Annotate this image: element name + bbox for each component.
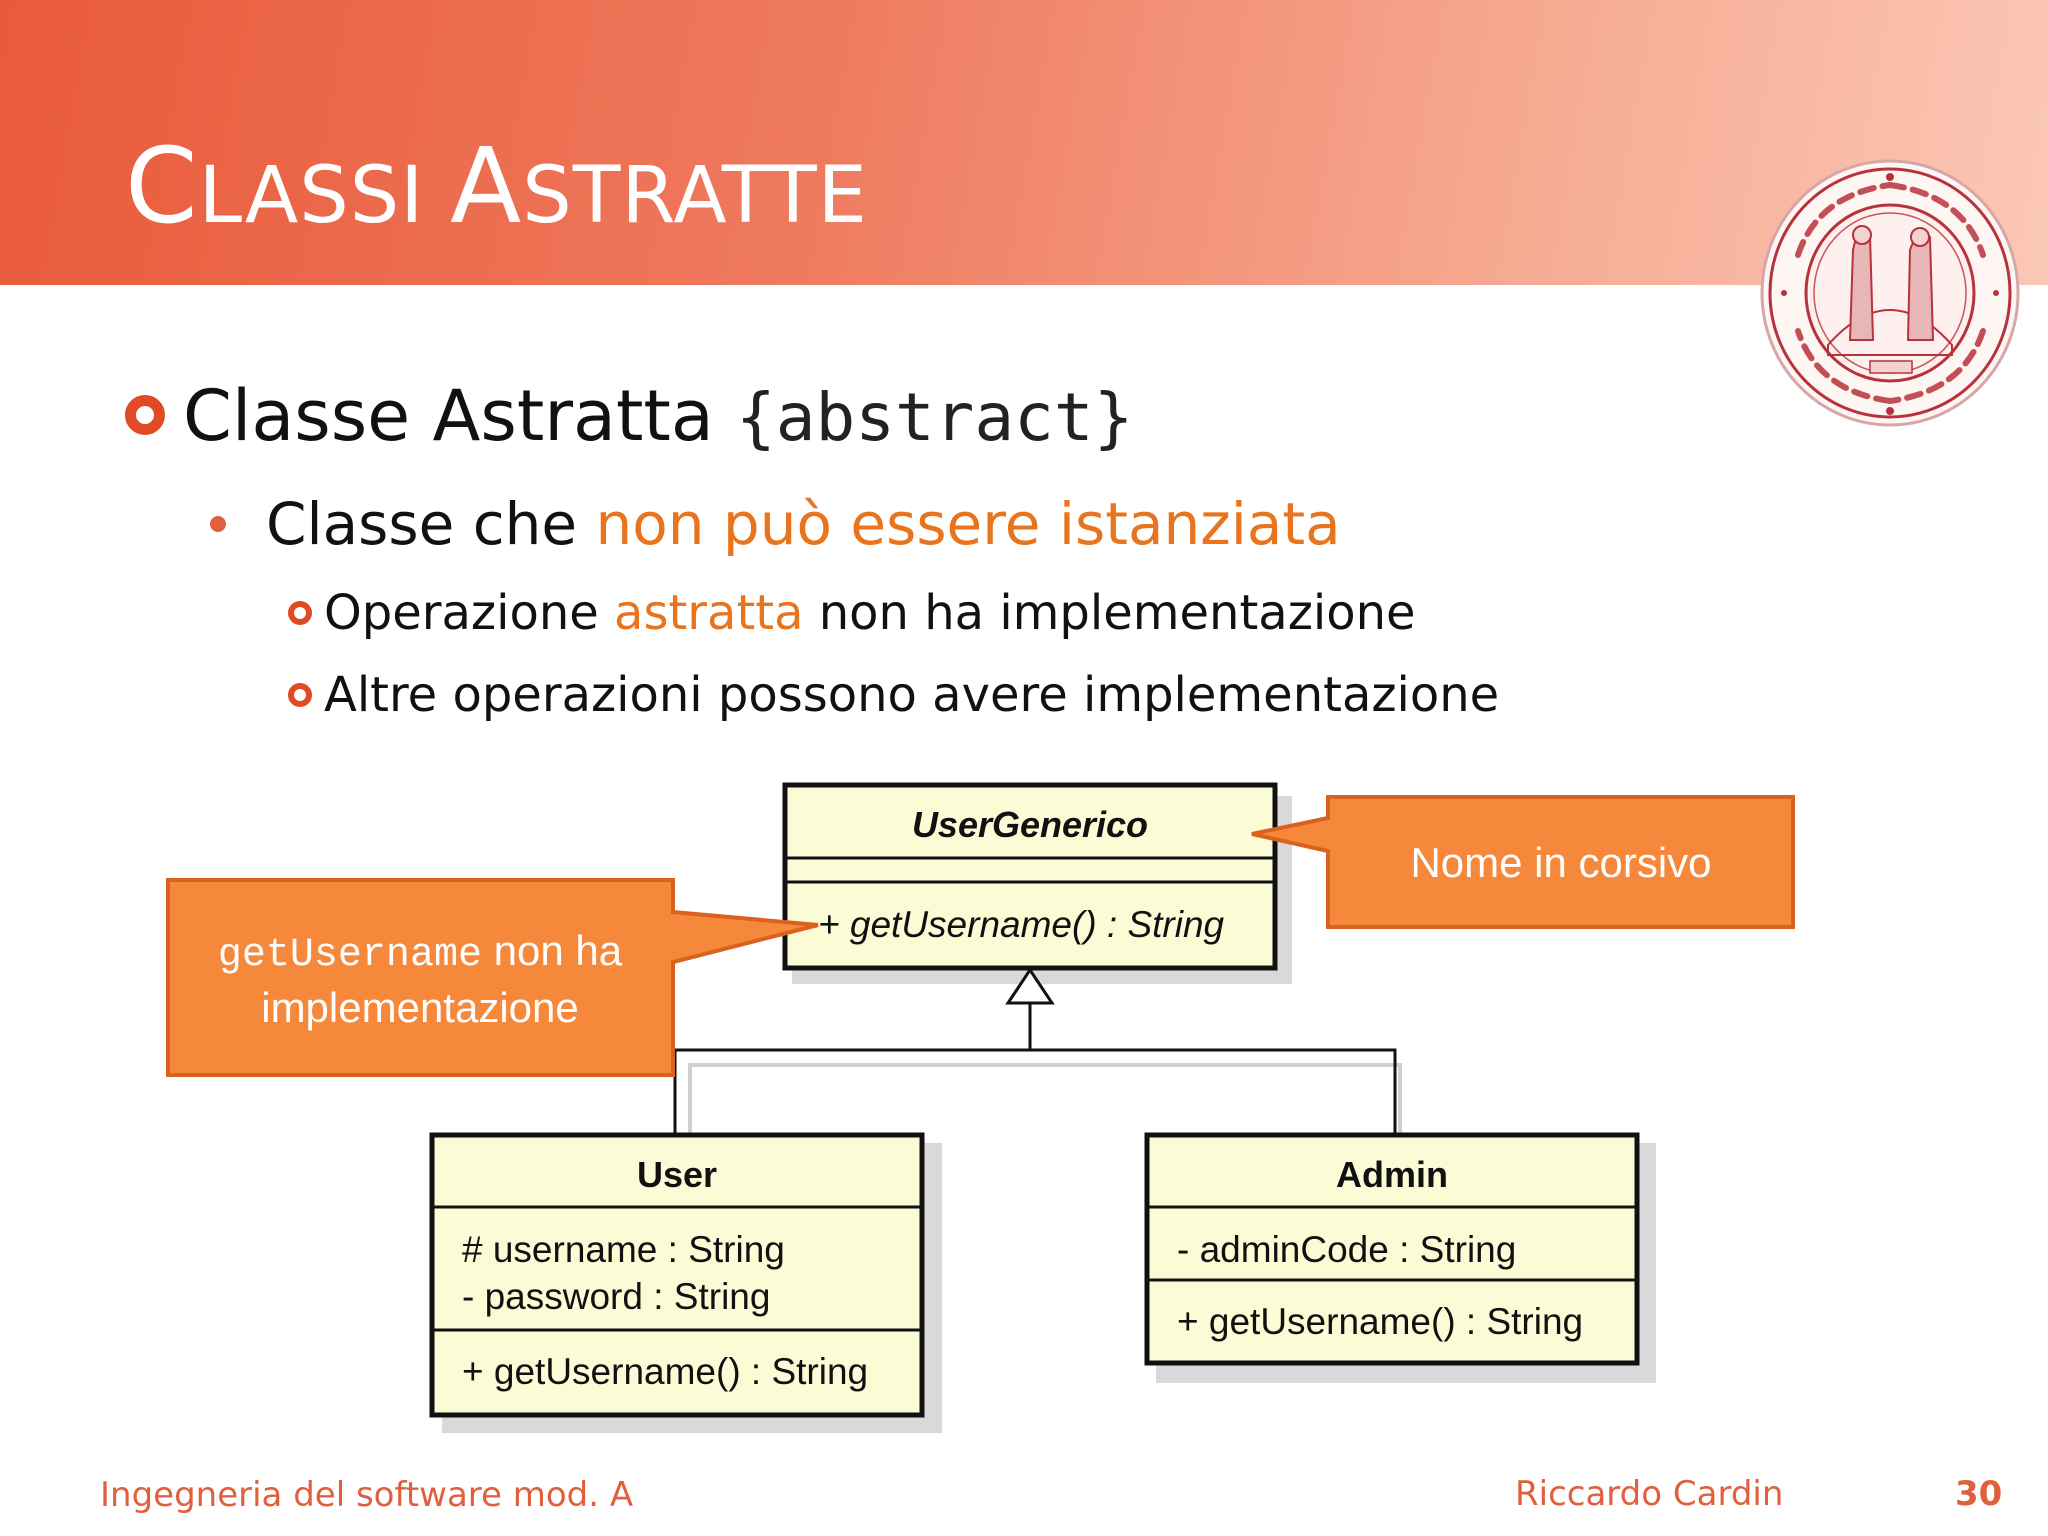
class-name-user: User bbox=[636, 1154, 718, 1195]
class-name-admin: Admin bbox=[1336, 1154, 1448, 1195]
bullet-text: Classe Astratta bbox=[183, 375, 736, 457]
page-number: 30 bbox=[1955, 1474, 2003, 1514]
callout-italic-name bbox=[1252, 797, 1793, 927]
operation-admin: + getUsername() : String bbox=[1177, 1301, 1584, 1342]
bullet-text: Altre operazioni possono avere implementazione bbox=[324, 667, 1500, 723]
class-name-usergenerico: UserGenerico bbox=[911, 804, 1149, 845]
generalization-connectors bbox=[675, 970, 1400, 1135]
bullet-text: Classe che bbox=[266, 490, 596, 558]
operation-user: + getUsername() : String bbox=[462, 1351, 869, 1392]
slide-title: CLASSI ASTRATTE bbox=[125, 125, 868, 247]
attribute-username: # username : String bbox=[462, 1229, 785, 1270]
footer-course: Ingegneria del software mod. A bbox=[100, 1475, 634, 1515]
callout-no-implementation bbox=[168, 880, 818, 1075]
bullet-highlight: astratta bbox=[614, 585, 804, 641]
callout-left-line1: getUsername non ha bbox=[217, 927, 623, 978]
callout-right-text: Nome in corsivo bbox=[1410, 839, 1712, 886]
attribute-admincode: - adminCode : String bbox=[1177, 1229, 1517, 1270]
callout-left-line2: implementazione bbox=[261, 984, 579, 1031]
abstract-keyword: {abstract} bbox=[736, 379, 1134, 456]
operation-usergenerico: + getUsername() : String bbox=[818, 904, 1225, 945]
class-admin[interactable] bbox=[1147, 1135, 1637, 1363]
attribute-password: - password : String bbox=[462, 1276, 771, 1317]
class-user[interactable] bbox=[432, 1135, 922, 1415]
bullet-highlight: non può essere istanziata bbox=[595, 490, 1341, 558]
class-usergenerico[interactable] bbox=[785, 785, 1275, 968]
bullet-text: Operazione bbox=[324, 585, 615, 641]
footer-author: Riccardo Cardin bbox=[1515, 1474, 1784, 1514]
bullet-text: non ha implementazione bbox=[803, 585, 1416, 641]
